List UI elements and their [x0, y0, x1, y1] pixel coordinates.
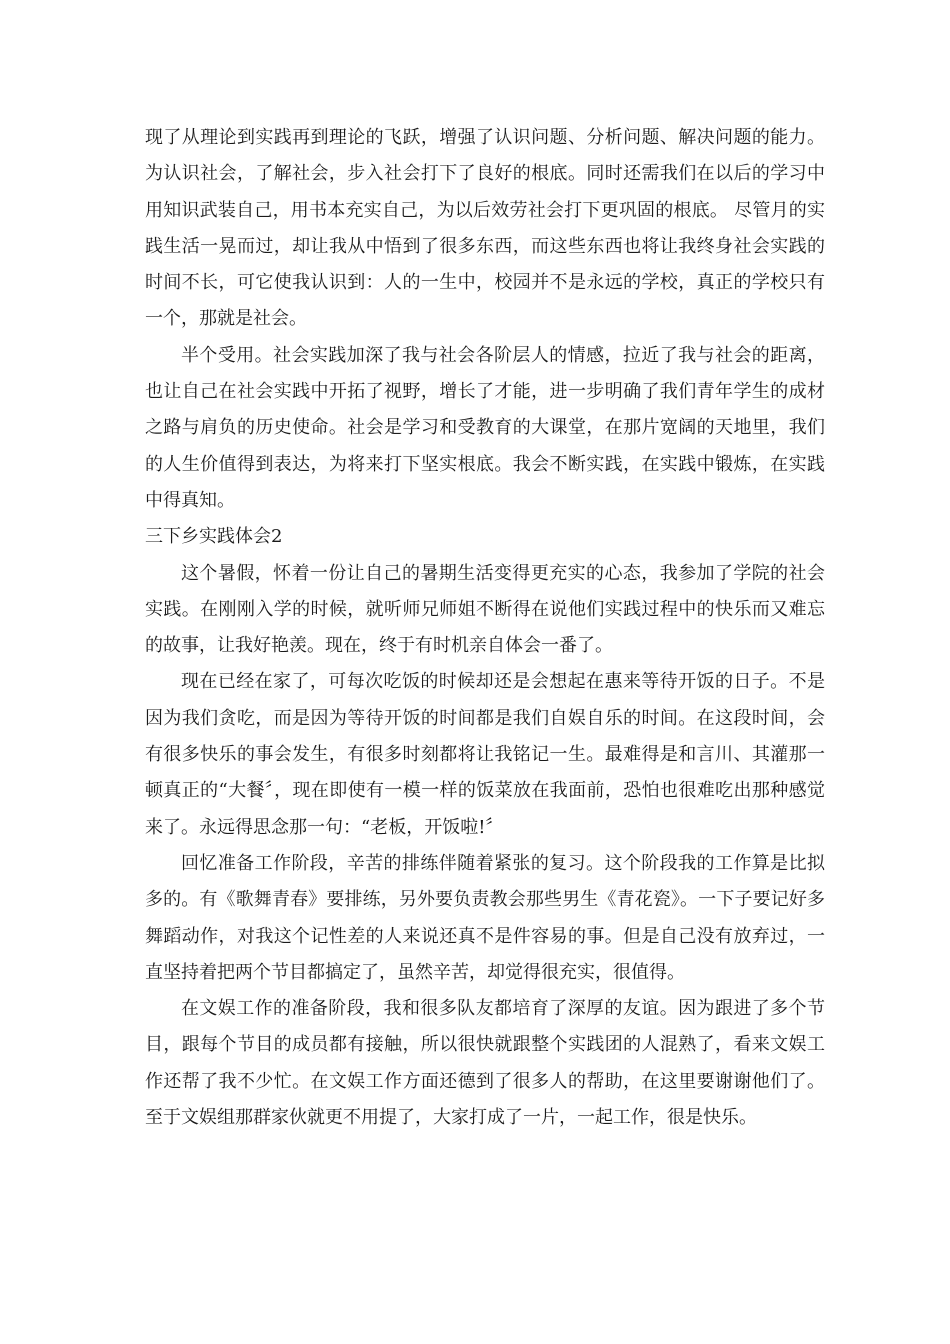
paragraph-continuation: 现了从理论到实践再到理论的飞跃，增强了认识问题、分析问题、解决问题的能力。为认识社会，了解社会，步入社会打下了良好的根底。同时还需我们在以后的学习中用知识武装自己，用书本充实自己，为以后效劳社会打下更巩固的根底。 尽管月的实践生活一晃而过，却让我从中悟到了很多东西，而这些东西也将让我终身社会实践的时间不长，可它使我认识到：人的一生中，校园并不是永远的学校，真正的学校只有一个，那就是社会。 [145, 127, 825, 330]
document-body [145, 120, 825, 1136]
paragraph: 回忆准备工作阶段，辛苦的排练伴随着紧张的复习。这个阶段我的工作算是比拟多的。有《歌舞青春》要排练，另外要负责教会那些男生《青花瓷》。一下子要记好多舞蹈动作，对我这个记性差的人来说还真不是件容易的事。但是自己没有放弃过，一直坚持着把两个节目都搞定了，虽然辛苦，却觉得很充实，很值得。 [145, 852, 825, 983]
paragraph: 这个暑假，怀着一份让自己的暑期生活变得更充实的心态，我参加了学院的社会实践。在刚刚入学的时候，就听师兄师姐不断得在说他们实践过程中的快乐而又难忘的故事，让我好艳羡。现在，终于有时机亲自体会一番了。 [145, 562, 825, 657]
paragraph: 在文娱工作的准备阶段，我和很多队友都培育了深厚的友谊。因为跟进了多个节目，跟每个节目的成员都有接触，所以很快就跟整个实践团的人混熟了，看来文娱工作还帮了我不少忙。在文娱工作方面还德到了很多人的帮助，在这里要谢谢他们了。至于文娱组那群家伙就更不用提了，大家打成了一片，一起工作，很是快乐。 [145, 998, 825, 1129]
paragraph: 现在已经在家了，可每次吃饭的时候却还是会想起在惠来等待开饭的日子。不是因为我们贪吃，而是因为等待开饭的时间都是我们自娱自乐的时间。在这段时间，会有很多快乐的事会发生，有很多时刻都将让我铭记一生。最难得是和言川、其灌那一顿真正的“大餐〞，现在即使有一模一样的饭菜放在我面前，恐怕也很难吃出那种感觉来了。永远得思念那一句：“老板，开饭啦!〞 [145, 671, 825, 838]
paragraph: 半个受用。社会实践加深了我与社会各阶层人的情感，拉近了我与社会的距离，也让自己在社会实践中开拓了视野，增长了才能，进一步明确了我们青年学生的成材之路与肩负的历史使命。社会是学习和受教育的大课堂，在那片宽阔的天地里，我们的人生价值得到表达，为将来打下坚实根底。我会不断实践，在实践中锻炼，在实践中得真知。 [145, 344, 825, 511]
section-title: 三下乡实践体会2 [145, 526, 283, 548]
